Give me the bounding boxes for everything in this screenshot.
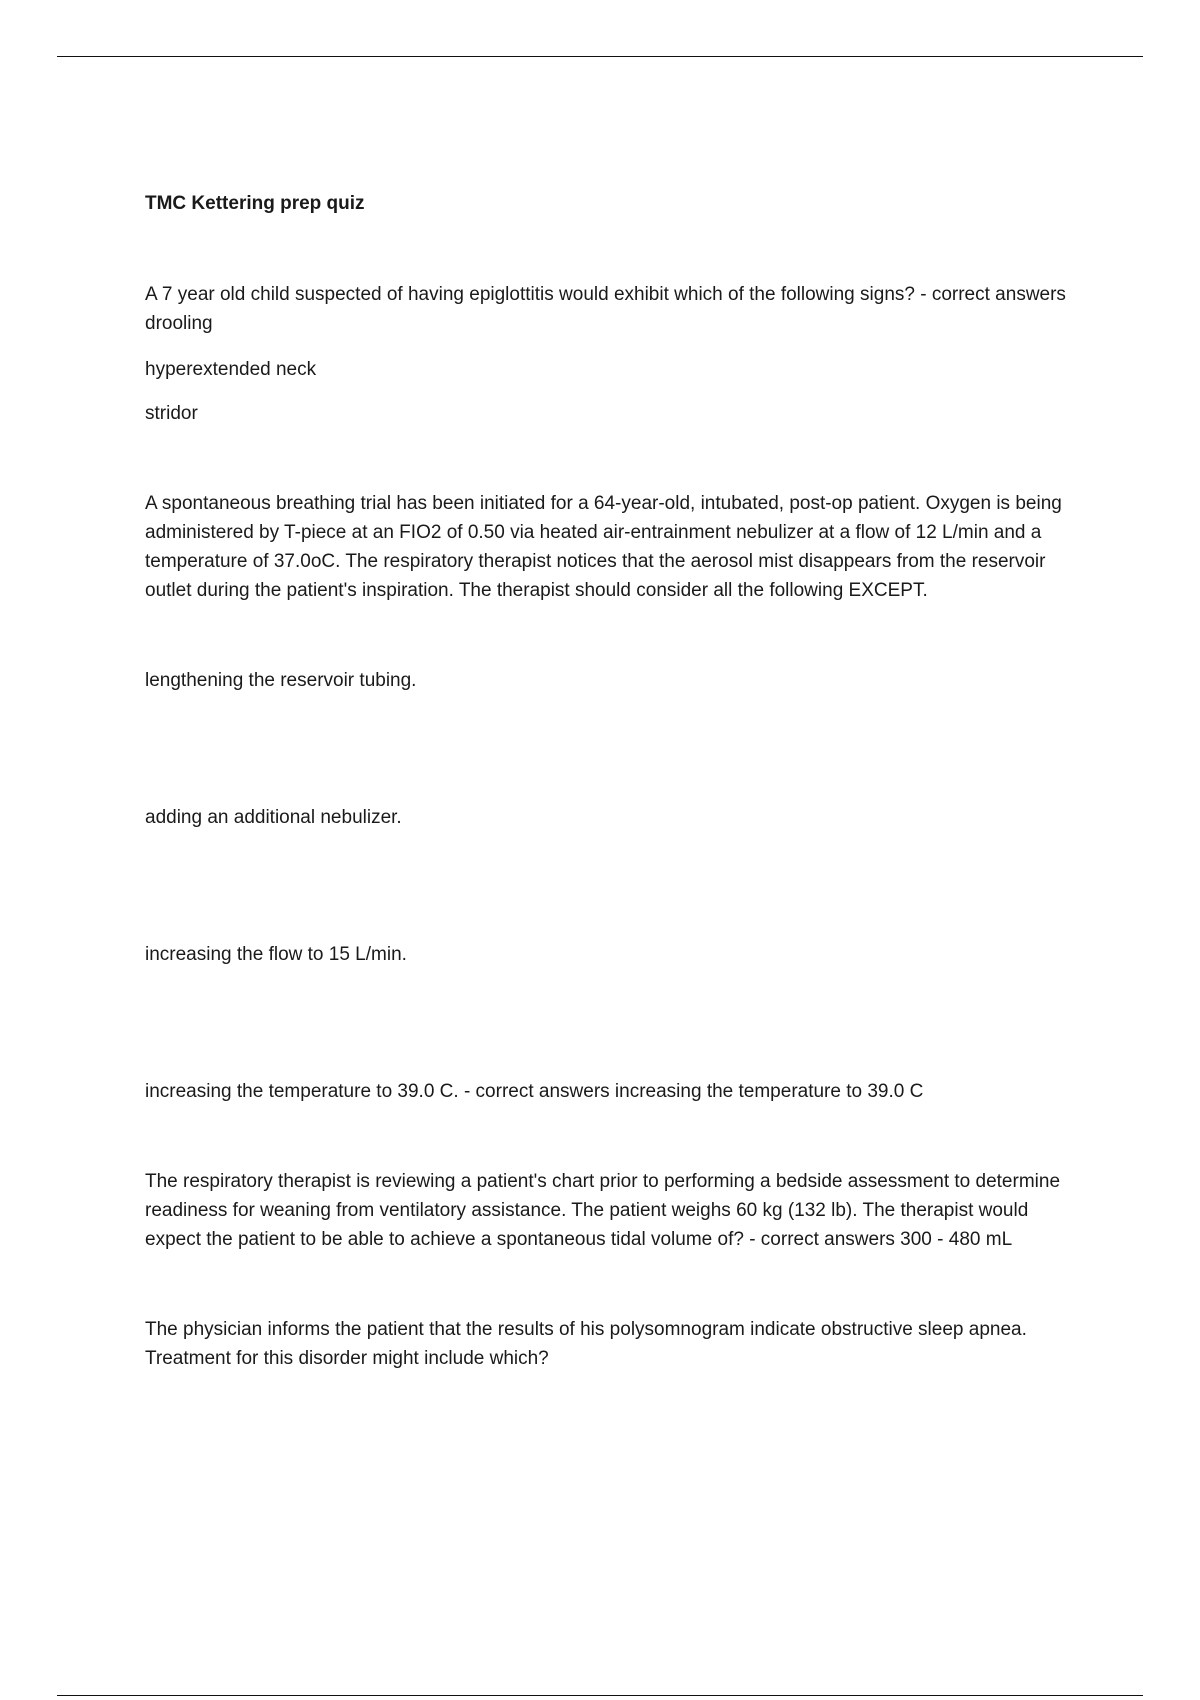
question-1-answer-line: stridor <box>145 403 198 424</box>
question-2-option: adding an additional nebulizer. <box>145 807 402 828</box>
question-2-option: lengthening the reservoir tubing. <box>145 670 417 691</box>
header-rule <box>57 56 1143 57</box>
document-body <box>145 191 1080 1373</box>
question-1-text: A 7 year old child suspected of having epiglottitis would exhibit which of the following signs? - correct answers drooling <box>145 284 1066 334</box>
document-title: TMC Kettering prep quiz <box>145 193 365 214</box>
question-1-answer-line: hyperextended neck <box>145 359 317 380</box>
footer-rule <box>57 1695 1143 1696</box>
question-3-text: The respiratory therapist is reviewing a patient's chart prior to performing a bedside assessment to determine readiness for weaning from ventilatory assistance. The patient weighs 60 kg (132 lb). The therapist would expect the patient to be able to achieve a spontaneous tidal volume of? - correct answers 300 - 480 mL <box>145 1171 1061 1250</box>
question-2-option: increasing the flow to 15 L/min. <box>145 944 407 965</box>
question-2-text: A spontaneous breathing trial has been initiated for a 64-year-old, intubated, post-op patient. Oxygen is being administered by T-piece at an FIO2 of 0.50 via heated air-entrainment nebulizer at a flow of 12 L/min and a temperature of 37.0oC. The respiratory therapist notices that the aerosol mist disappears from the reservoir outlet during the patient's inspiration. The therapist should consider all the following EXCEPT. <box>145 493 1062 601</box>
question-4-text: The physician informs the patient that the results of his polysomnogram indicate obstructive sleep apnea. Treatment for this disorder might include which? <box>145 1319 1027 1369</box>
question-2-option: increasing the temperature to 39.0 C. - correct answers increasing the temperature to 39.0 C <box>145 1081 924 1102</box>
